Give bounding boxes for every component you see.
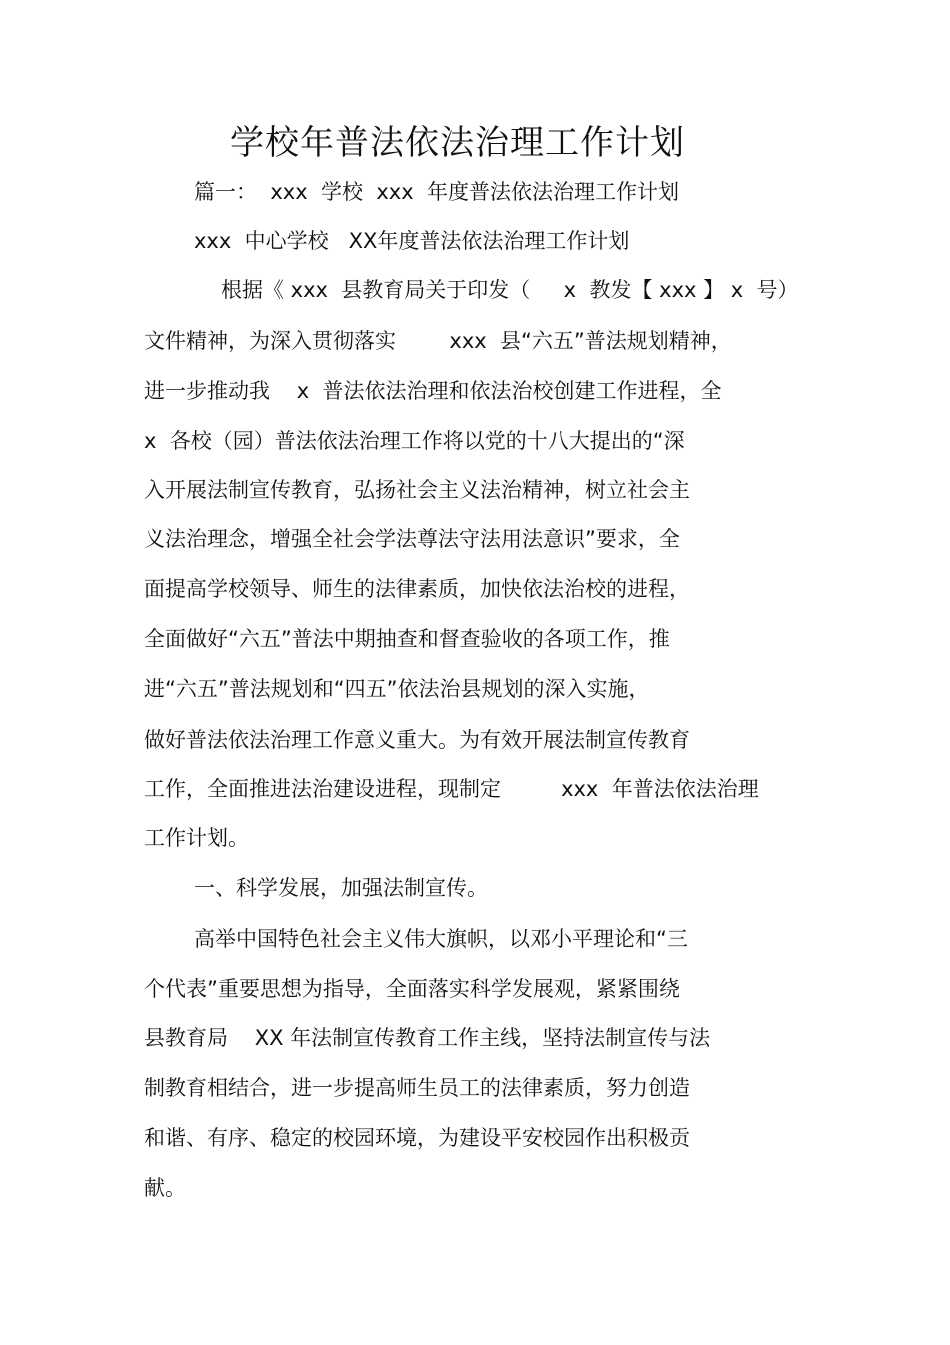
paragraph-line: 制教育相结合，进一步提高师生员工的法律素质，努力创造: [144, 1076, 690, 1100]
paragraph-line: x 各校（园）普法依法治理工作将以党的十八大提出的“深: [144, 429, 685, 453]
paragraph-line: 进一步推动我 x 普法依法治理和依法治校创建工作进程，全: [144, 379, 722, 403]
paragraph-line: 全面做好“六五”普法中期抽查和督查验收的各项工作，推: [144, 627, 670, 651]
document-heading: xxx 中心学校 XX年度普法依法治理工作计划: [194, 229, 630, 253]
paragraph-line: 文件精神，为深入贯彻落实 xxx 县“六五”普法规划精神，: [144, 329, 732, 353]
document-title: 学校年普法依法治理工作计划: [230, 123, 685, 163]
paragraph-line: 县教育局 XX 年法制宣传教育工作主线，坚持法制宣传与法: [144, 1026, 711, 1050]
paragraph-line: 个代表”重要思想为指导，全面落实科学发展观，紧紧围绕: [144, 977, 680, 1001]
section-heading: 一、科学发展，加强法制宣传。: [194, 876, 488, 900]
paragraph-line: 工作，全面推进法治建设进程，现制定 xxx 年普法依法治理: [144, 777, 759, 801]
document-subtitle: 篇一： xxx 学校 xxx 年度普法依法治理工作计划: [194, 180, 679, 204]
paragraph-line: 和谐、有序、稳定的校园环境，为建设平安校园作出积极贡: [144, 1126, 690, 1150]
paragraph-line: 进“六五”普法规划和“四五”依法治县规划的深入实施，: [144, 677, 650, 701]
paragraph-line: 义法治理念，增强全社会学法尊法守法用法意识”要求，全: [144, 527, 680, 551]
paragraph-line: 工作计划。: [144, 826, 249, 850]
paragraph-line: 做好普法依法治理工作意义重大。为有效开展法制宣传教育: [144, 728, 690, 752]
paragraph-line: 根据《 xxx 县教育局关于印发（ x 教发【 xxx 】 x 号）: [221, 278, 799, 302]
paragraph-line: 献。: [144, 1176, 186, 1200]
paragraph-line: 入开展法制宣传教育，弘扬社会主义法治精神，树立社会主: [144, 478, 690, 502]
paragraph-line: 高举中国特色社会主义伟大旗帜，以邓小平理论和“三: [194, 927, 688, 951]
paragraph-line: 面提高学校领导、师生的法律素质，加快依法治校的进程，: [144, 577, 690, 601]
